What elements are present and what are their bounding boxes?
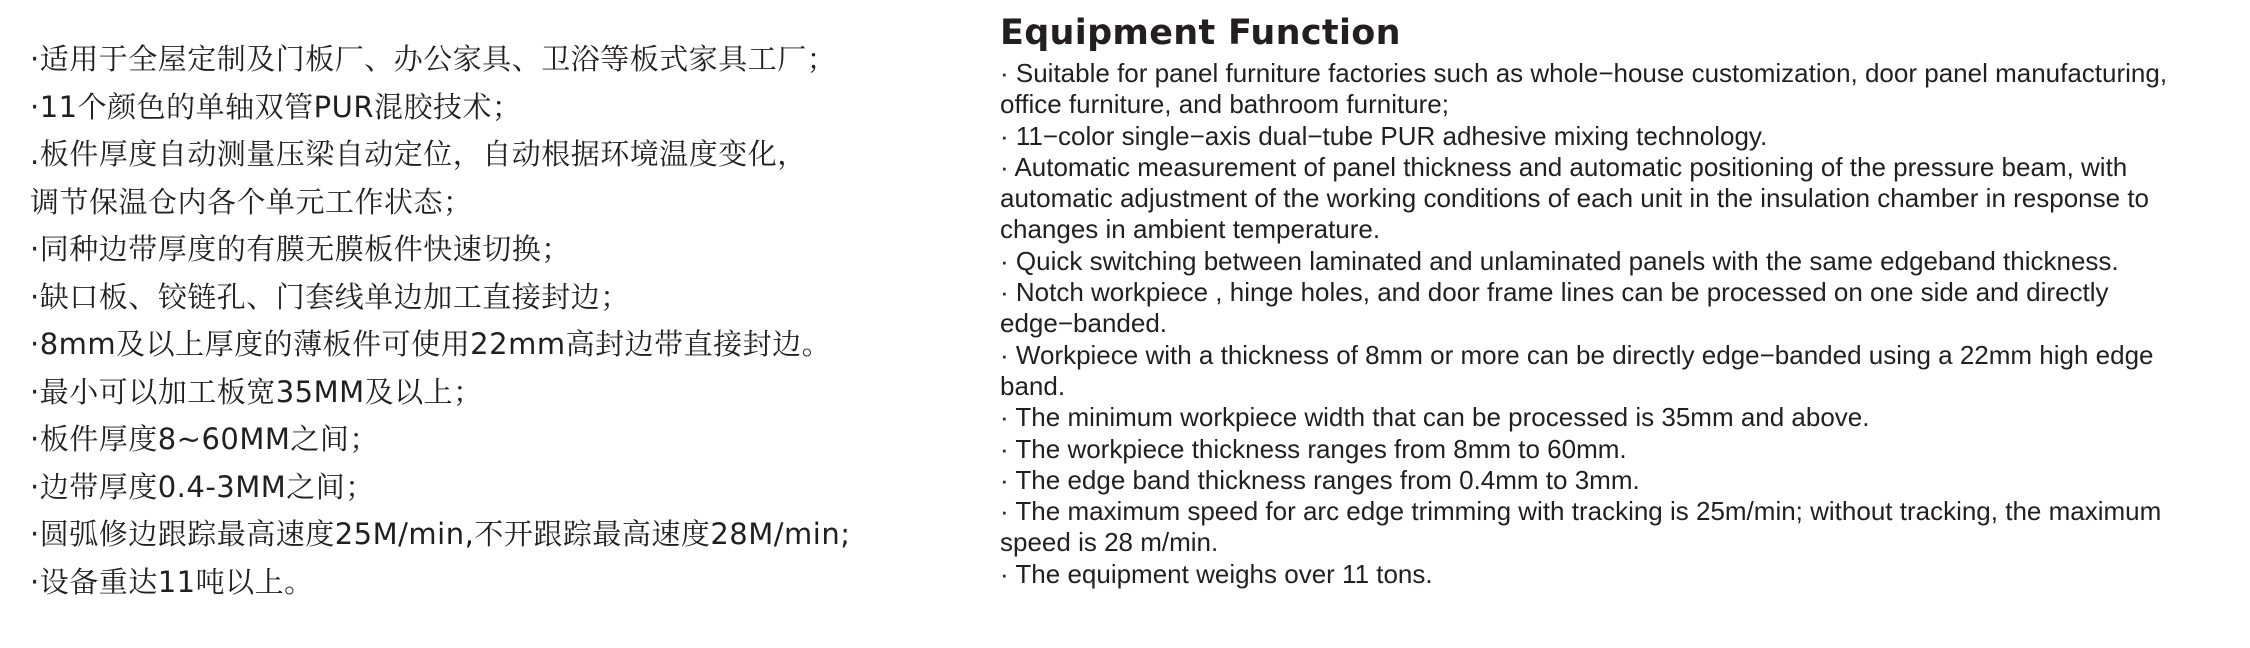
english-feature-line: · Workpiece with a thickness of 8mm or more can be directly edge−banded using a 22mm high edge: [1000, 339, 2154, 370]
chinese-feature-line: 调节保温仓内各个单元工作状态；: [30, 184, 473, 219]
chinese-feature-line: ·同种边带厚度的有膜无膜板件快速切换；: [30, 232, 571, 266]
chinese-feature-line: ·板件厚度8~60MM之间；: [30, 422, 379, 456]
english-feature-line: changes in ambient temperature.: [1000, 214, 1381, 245]
english-feature-line: · Quick switching between laminated and unlaminated panels with the same edgeband thickness.: [1000, 245, 2119, 276]
english-feature-line: · 11−color single−axis dual−tube PUR adhesive mixing technology.: [1000, 120, 1768, 151]
english-feature-line: · The minimum workpiece width that can be processed is 35mm and above.: [1000, 402, 1870, 433]
english-feature-line: automatic adjustment of the working conditions of each unit in the insulation chamber in response to: [1000, 183, 2150, 214]
english-feature-line: speed is 28 m/min.: [1000, 527, 1219, 558]
section-heading: Equipment Function: [1000, 13, 1401, 53]
english-feature-line: edge−banded.: [1000, 308, 1168, 339]
chinese-feature-line: .板件厚度自动测量压梁自动定位，自动根据环境温度变化，: [30, 137, 807, 171]
chinese-feature-list: [30, 36, 960, 606]
english-feature-line: · Notch workpiece , hinge holes, and door frame lines can be processed on one side and directly: [1000, 277, 2109, 308]
english-feature-section: [1000, 8, 2230, 590]
chinese-feature-line: ·最小可以加工板宽35MM及以上；: [30, 374, 483, 409]
english-feature-line: office furniture, and bathroom furniture;: [1000, 89, 1449, 120]
chinese-feature-line: ·11个颜色的单轴双管PUR混胶技术；: [30, 89, 522, 124]
english-feature-line: · The workpiece thickness ranges from 8mm to 60mm.: [1000, 433, 1627, 464]
chinese-feature-line: ·圆弧修边跟踪最高速度25M/min,不开跟踪最高速度28M/min;: [30, 517, 851, 551]
english-feature-line: band.: [1000, 370, 1066, 401]
english-feature-line: · The maximum speed for arc edge trimming with tracking is 25m/min; without tracking, the maximum: [1000, 496, 2162, 527]
english-feature-line: · The edge band thickness ranges from 0.4mm to 3mm.: [1000, 464, 1640, 495]
chinese-feature-line: ·边带厚度0.4-3MM之间；: [30, 469, 375, 504]
english-feature-line: · Automatic measurement of panel thickness and automatic positioning of the pressure beam, with: [1000, 151, 2128, 182]
chinese-feature-line: ·8mm及以上厚度的薄板件可使用22mm高封边带直接封边。: [30, 327, 832, 361]
chinese-feature-line: ·设备重达11吨以上。: [30, 564, 314, 599]
english-feature-line: · The equipment weighs over 11 tons.: [1000, 558, 1433, 589]
chinese-feature-line: ·缺口板、铰链孔、门套线单边加工直接封边；: [30, 279, 630, 314]
chinese-feature-line: ·适用于全屋定制及门板厂、办公家具、卫浴等板式家具工厂；: [30, 42, 837, 76]
english-feature-line: · Suitable for panel furniture factories such as whole−house customization, door panel manufacturing,: [1000, 58, 2168, 88]
